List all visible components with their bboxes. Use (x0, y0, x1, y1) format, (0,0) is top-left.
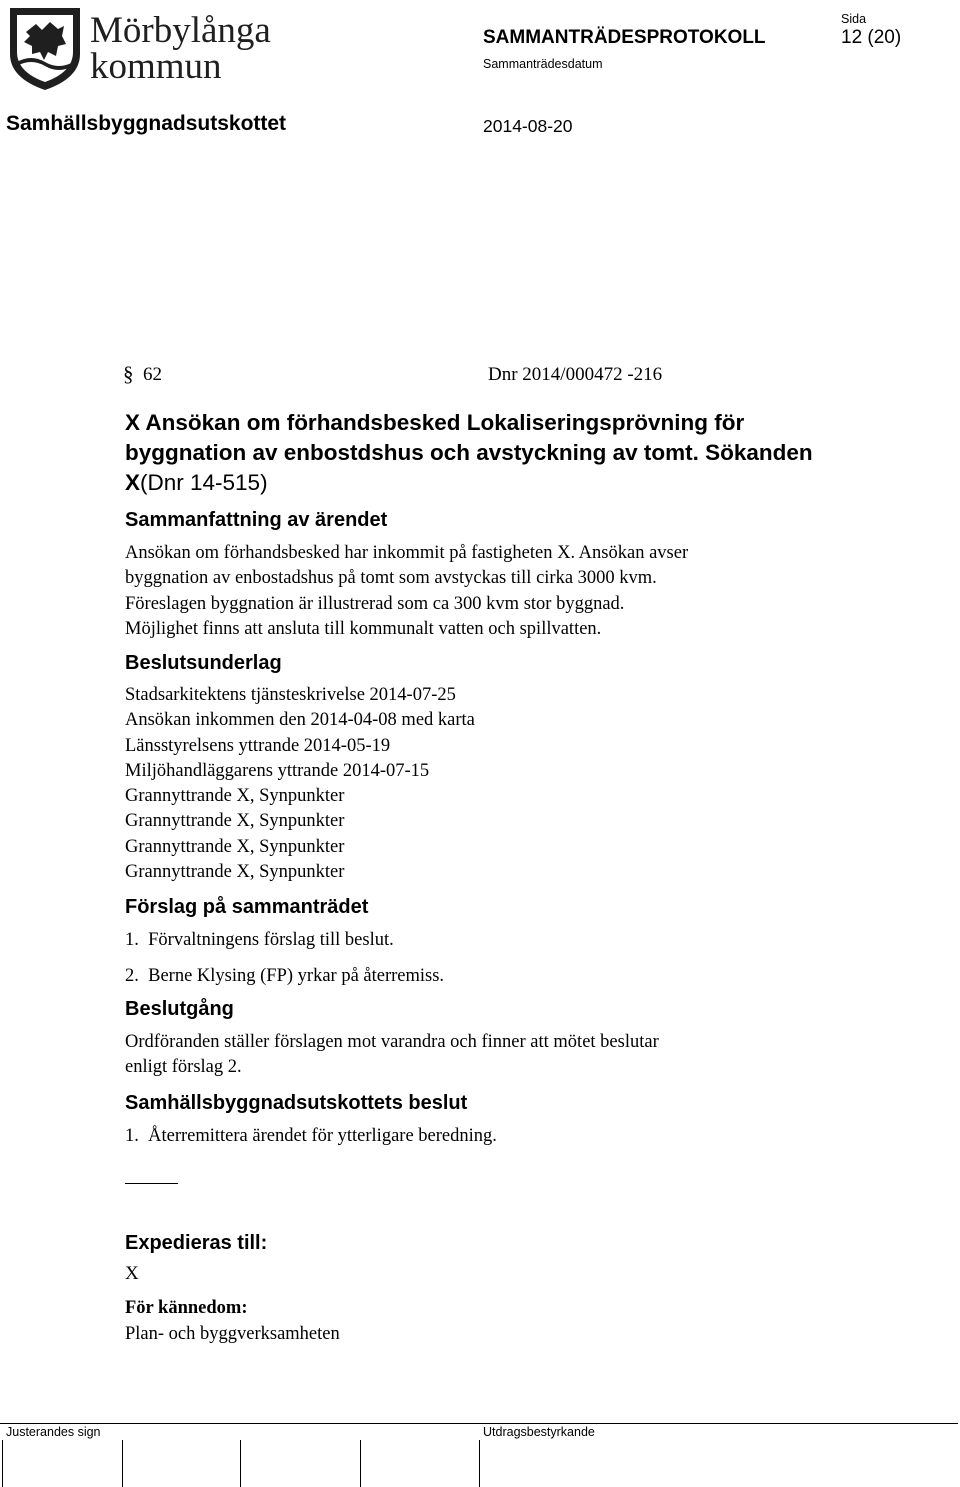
summary-line: Ansökan om förhandsbesked har inkommit på fastigheten X. Ansökan avser (125, 543, 689, 563)
case-dnr: Dnr 2014/000472 -216 (488, 364, 663, 385)
decision-process-line: enligt förslag 2. (125, 1057, 242, 1078)
for-info-heading: För kännedom: (125, 1298, 248, 1318)
summary-text (125, 541, 688, 642)
summary-heading: Sammanfattning av ärendet (125, 509, 388, 531)
basis-item: Grannyttrande X, Synpunkter (125, 862, 345, 883)
case-title-main: X Ansökan om förhandsbesked Lokaliseringsprövning för byggnation av enbostdshus och avstyckning av tomt. Sökanden X (125, 410, 813, 495)
meeting-date: 2014-08-20 (483, 116, 573, 136)
for-info-value: Plan- och byggverksamheten (125, 1324, 340, 1344)
committee-name: Samhällsbyggnadsutskottet (6, 112, 287, 135)
proposal-item: 2. Berne Klysing (FP) yrkar på återremiss. (125, 966, 445, 986)
basis-heading: Beslutsunderlag (125, 652, 282, 674)
protocol-title: SAMMANTRÄDESPROTOKOLL (483, 27, 766, 48)
basis-list (125, 683, 475, 885)
basis-item: Grannyttrande X, Synpunkter (125, 836, 345, 857)
decision-process-text (125, 1030, 659, 1081)
footer-rule (0, 1423, 958, 1424)
proposal-heading: Förslag på sammanträdet (125, 896, 369, 918)
signature-box-divider (2, 1440, 3, 1487)
page-number: 12 (20) (841, 27, 902, 48)
send-to-value: X (125, 1263, 139, 1284)
municipality-logo (4, 2, 274, 90)
coat-of-arms-icon (10, 8, 80, 90)
summary-line: byggnation av enbostadshus på tomt som avstyckas till cirka 3000 kvm. (125, 568, 657, 589)
basis-item: Länsstyrelsens yttrande 2014-05-19 (125, 735, 391, 756)
signature-box-divider (240, 1440, 241, 1487)
signature-label: Justerandes sign (6, 1425, 101, 1439)
basis-item: Ansökan inkommen den 2014-04-08 med karta (125, 710, 475, 731)
case-number: 62 (143, 364, 162, 385)
basis-item: Miljöhandläggarens yttrande 2014-07-15 (125, 760, 430, 781)
basis-item: Grannyttrande X, Synpunkter (125, 786, 345, 807)
basis-item: Grannyttrande X, Synpunkter (125, 811, 345, 832)
section-divider (125, 1183, 178, 1184)
basis-item: Stadsarkitektens tjänsteskrivelse 2014-07-25 (125, 685, 456, 705)
meeting-date-label: Sammanträdesdatum (483, 57, 603, 71)
case-title (125, 408, 845, 498)
signature-box-divider (360, 1440, 361, 1487)
summary-line: Möjlighet finns att ansluta till kommunalt vatten och spillvatten. (125, 618, 602, 639)
logo-text-line2: kommun (90, 46, 222, 87)
paragraph-sign: § (123, 362, 134, 386)
summary-line: Föreslagen byggnation är illustrerad som ca 300 kvm stor byggnad. (125, 593, 625, 614)
decision-process-heading: Beslutgång (125, 998, 234, 1020)
case-title-dnr: (Dnr 14-515) (140, 470, 268, 495)
decision-item: 1. Återremittera ärendet för ytterligare beredning. (125, 1126, 497, 1146)
extract-certification-label: Utdragsbestyrkande (483, 1425, 595, 1439)
decision-process-line: Ordföranden ställer förslagen mot varandra och finner att mötet beslutar (125, 1032, 659, 1052)
send-to-heading: Expedieras till: (125, 1232, 268, 1254)
decision-heading: Samhällsbyggnadsutskottets beslut (125, 1092, 468, 1114)
signature-box-divider (479, 1440, 480, 1487)
logo-text-line1: Mörbylånga (90, 10, 271, 51)
proposal-item: 1. Förvaltningens förslag till beslut. (125, 930, 394, 950)
page-label: Sida (841, 12, 867, 26)
signature-box-divider (122, 1440, 123, 1487)
